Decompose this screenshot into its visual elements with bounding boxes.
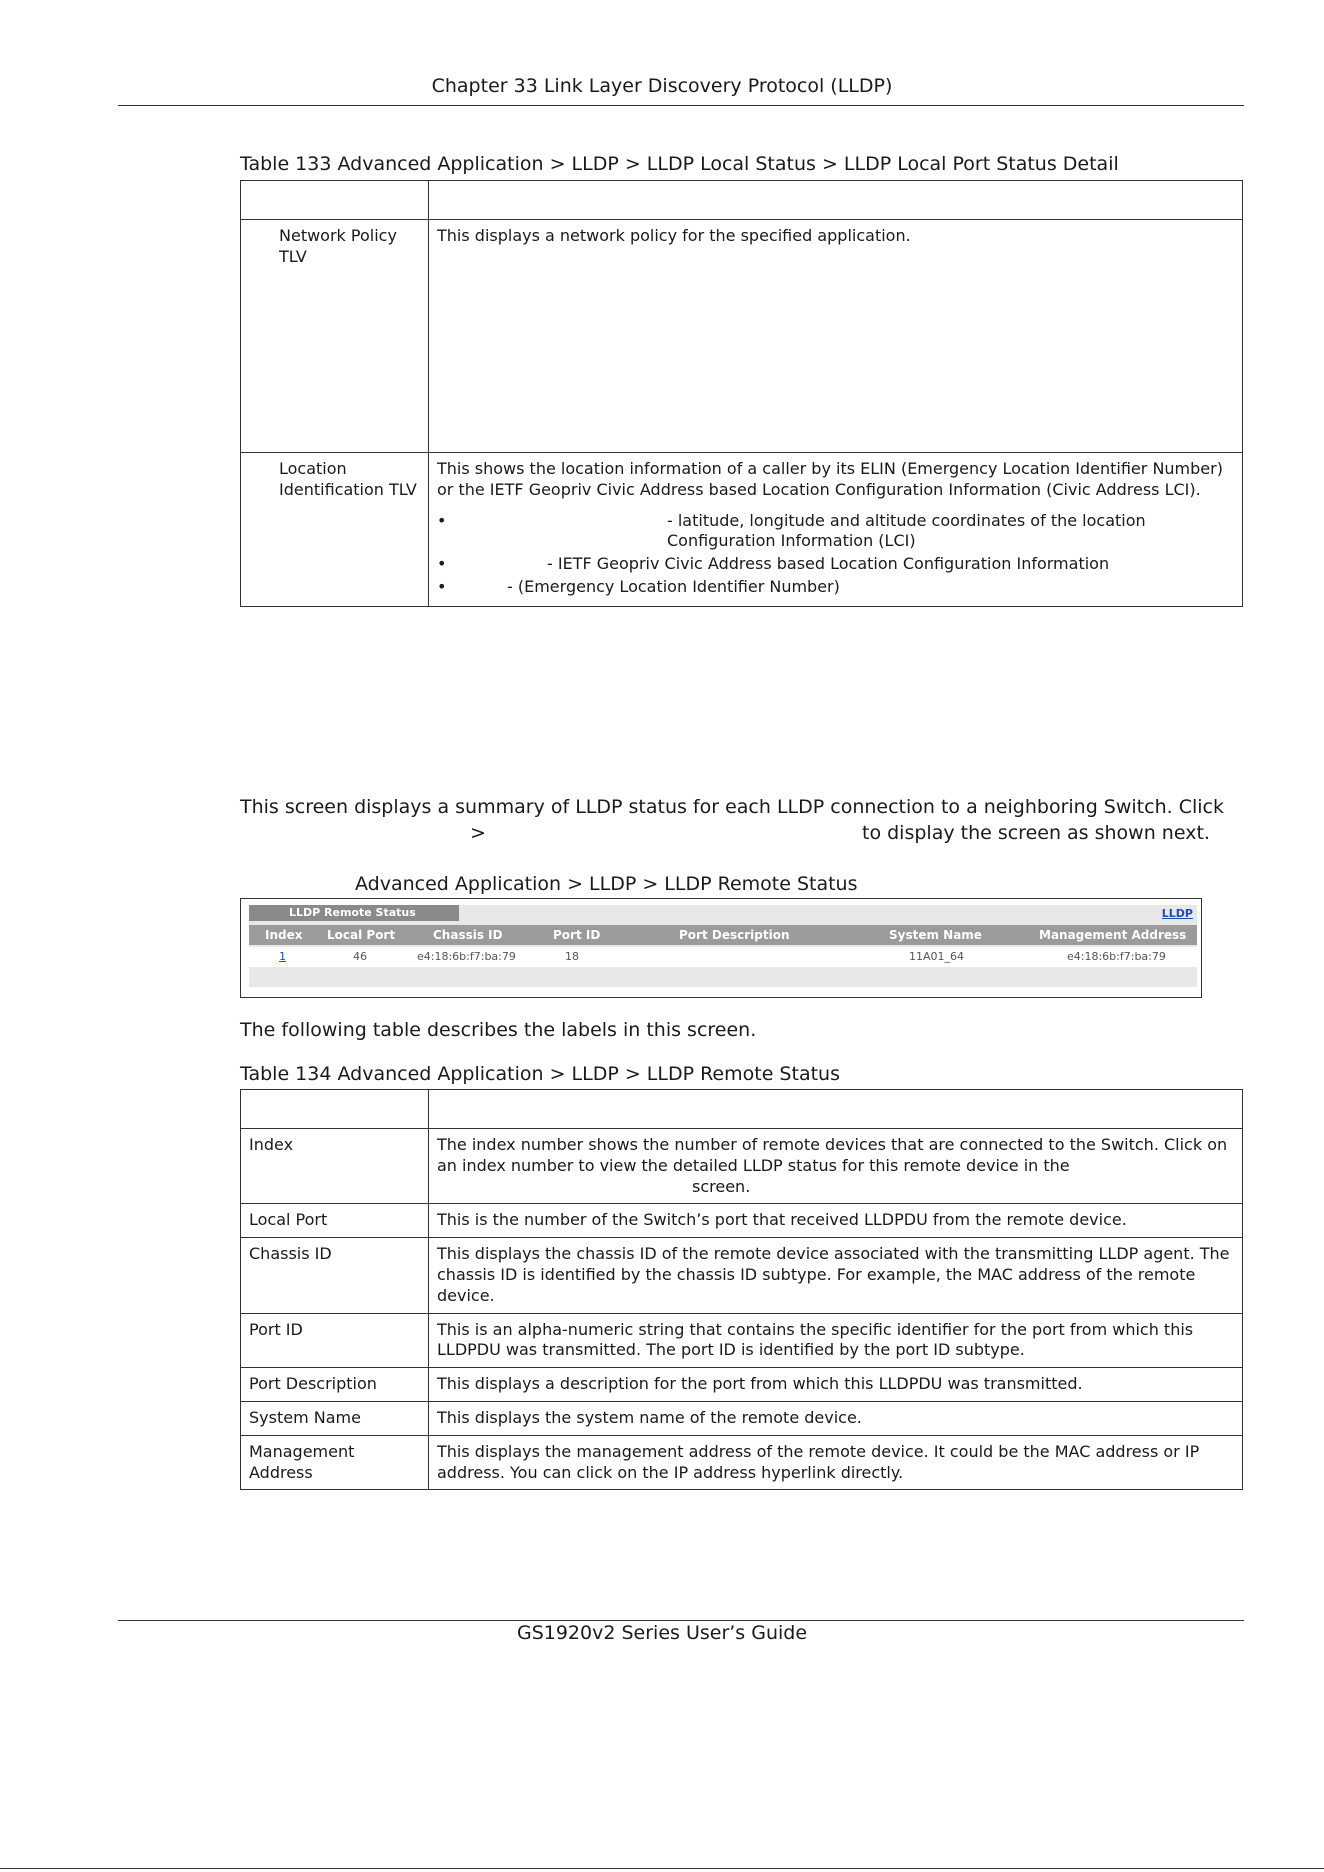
table-row	[241, 1313, 1243, 1368]
row-description	[429, 1129, 1243, 1204]
row-description: This displays the system name of the remote device.	[429, 1401, 1243, 1435]
table-134-caption: Table 134 Advanced Application > LLDP > LLDP Remote Status	[240, 1063, 840, 1085]
intro-line-2-b: to display the screen as shown next.	[862, 822, 1210, 844]
row-description: This is an alpha-numeric string that contains the specific identifier for the port from which this LLDPDU was transmitted. The port ID is identified by the port ID subtype.	[429, 1313, 1243, 1368]
footer-title: GS1920v2 Series User’s Guide	[516, 1622, 808, 1644]
intro-line-2-a: >	[470, 822, 486, 844]
table-134	[240, 1089, 1243, 1490]
header-divider	[118, 105, 1244, 106]
footer-divider	[118, 1620, 1244, 1621]
figure-caption: Advanced Application > LLDP > LLDP Remote Status	[355, 873, 858, 895]
table-133-caption: Table 133 Advanced Application > LLDP > LLDP Local Status > LLDP Local Port Status Detail	[240, 153, 1119, 175]
row-label: Port Description	[241, 1368, 429, 1402]
table-row	[241, 1368, 1243, 1402]
chapter-title: Chapter 33 Link Layer Discovery Protocol (LLDP)	[431, 75, 893, 97]
row-description: This displays a description for the port from which this LLDPDU was transmitted.	[429, 1368, 1243, 1402]
col-chassis-id: Chassis ID	[433, 928, 503, 942]
following-text: The following table describes the labels in this screen.	[240, 1019, 757, 1041]
row-description: This displays a network policy for the specified application.	[429, 220, 1243, 453]
remote-status-header	[249, 925, 1197, 945]
lldp-link[interactable]: LLDP	[1161, 907, 1193, 920]
remote-status-panel	[249, 905, 1197, 987]
table-header-row	[241, 1090, 1243, 1129]
col-port-id: Port ID	[553, 928, 601, 942]
table-133	[240, 180, 1243, 607]
row-label: Chassis ID	[241, 1238, 429, 1313]
table-row	[241, 220, 1243, 453]
row-description: This displays the chassis ID of the remote device associated with the transmitting LLDP agent. The chassis ID is identified by the chassis ID subtype. For example, the MAC address of the remote device.	[429, 1238, 1243, 1313]
col-local-port: Local Port	[327, 928, 396, 942]
col-port-description: Port Description	[679, 928, 790, 942]
tab-lldp-remote-status[interactable]: LLDP Remote Status	[249, 905, 459, 921]
page-bottom-edge	[0, 1868, 1324, 1869]
index-description: The index number shows the number of remote devices that are connected to the Switch. Click on an index number to view the detailed LLDP status for this remote device in the	[437, 1135, 1228, 1175]
bullet-item: • - latitude, longitude and altitude coordinates of the location Configuration Information (LCI)	[437, 511, 1234, 553]
col-system-name: System Name	[889, 928, 982, 942]
index-link[interactable]: 1	[279, 950, 286, 963]
row-label: Local Port	[241, 1204, 429, 1238]
row-description: This is the number of the Switch’s port that received LLDPDU from the remote device.	[429, 1204, 1243, 1238]
table-row	[241, 453, 1243, 607]
row-label: Index	[241, 1129, 429, 1204]
table-row	[241, 1435, 1243, 1490]
col-management-address: Management Address	[1039, 928, 1187, 942]
table-row	[241, 1129, 1243, 1204]
table-header-row	[241, 181, 1243, 220]
col-index: Index	[265, 928, 303, 942]
management-address-value[interactable]: e4:18:6b:f7:ba:79	[1067, 950, 1166, 963]
row-label: Network Policy TLV	[241, 220, 429, 453]
system-name-value: 11A01_64	[909, 950, 965, 963]
intro-line-1: This screen displays a summary of LLDP status for each LLDP connection to a neighboring Switch. Click	[240, 796, 1224, 818]
local-port-value: 46	[353, 950, 367, 963]
table-row	[241, 1204, 1243, 1238]
index-description-suffix: screen.	[692, 1176, 751, 1196]
chassis-id-value: e4:18:6b:f7:ba:79	[417, 950, 516, 963]
table-row	[249, 947, 1197, 967]
bullet-item: • - (Emergency Location Identifier Number)	[437, 577, 1234, 598]
row-label: System Name	[241, 1401, 429, 1435]
table-row	[241, 1401, 1243, 1435]
table-row	[241, 1238, 1243, 1313]
row-label: Management Address	[241, 1435, 429, 1490]
location-bullets	[437, 511, 1234, 598]
location-description: This shows the location information of a caller by its ELIN (Emergency Location Identifier Number) or the IETF Geopriv Civic Address based Location Configuration Information (Civic Address LCI).	[437, 459, 1223, 499]
row-label: Port ID	[241, 1313, 429, 1368]
row-description: This displays the management address of the remote device. It could be the MAC address or IP address. You can click on the IP address hyperlink directly.	[429, 1435, 1243, 1490]
row-label: Location Identification TLV	[241, 453, 429, 607]
row-description	[429, 453, 1243, 607]
bullet-item: • - IETF Geopriv Civic Address based Location Configuration Information	[437, 554, 1234, 575]
remote-status-screenshot	[240, 898, 1202, 998]
port-id-value: 18	[565, 950, 579, 963]
